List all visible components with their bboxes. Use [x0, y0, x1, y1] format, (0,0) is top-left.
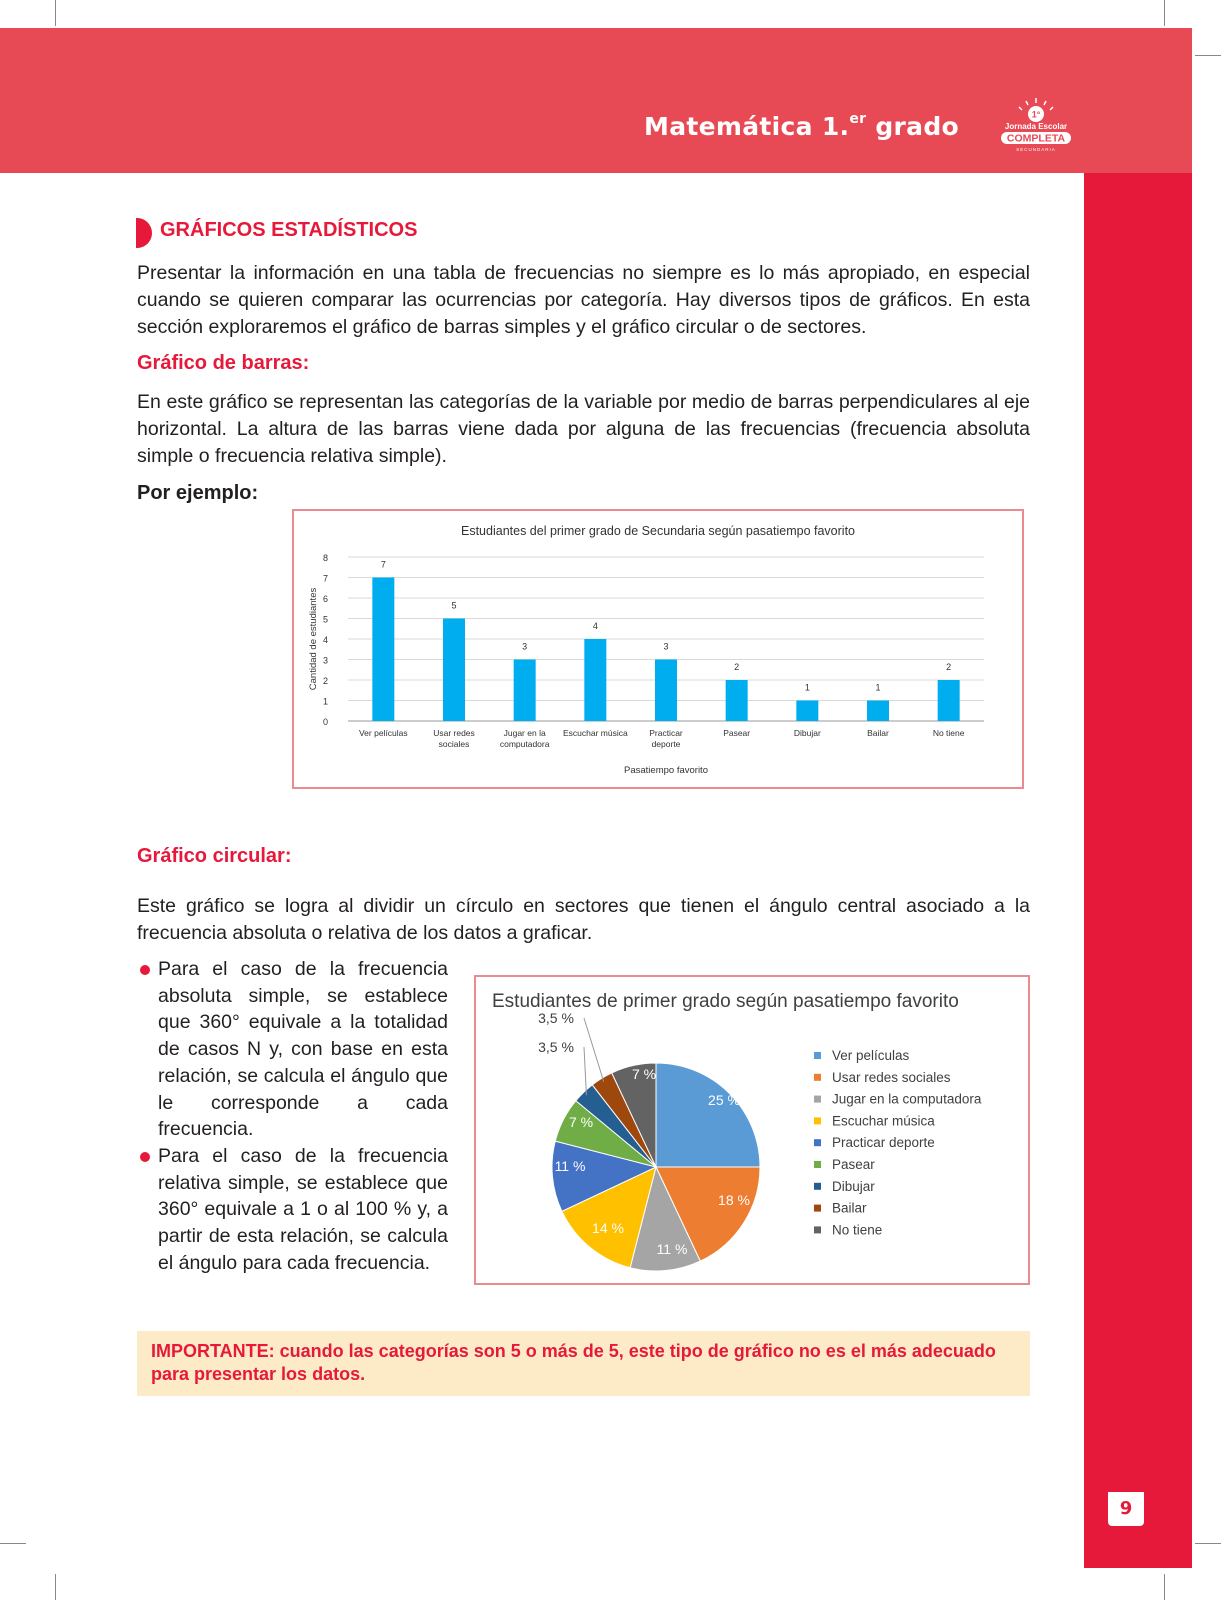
legend-label: Bailar: [832, 1200, 867, 1216]
bar: [796, 701, 818, 722]
crop-mark: [1195, 1543, 1221, 1544]
legend-label: Usar redes sociales: [832, 1069, 951, 1085]
x-tick-label: computadora: [499, 739, 550, 749]
svg-text:1°: 1°: [1031, 109, 1041, 120]
bar-chart-heading: Gráfico de barras:: [137, 352, 310, 374]
section-marker: [136, 218, 152, 248]
pie-slice-label: 11 %: [656, 1241, 688, 1257]
bullet-absolute-frequency: Para el caso de la frecuencia absoluta simple, se establece que 360° equivale a la totalidad de casos N y, con base en esta relación, se calcula el ángulo que le corresponde a cada frecuencia.: [137, 956, 448, 1143]
legend-swatch: [814, 1052, 821, 1059]
bar-value-label: 1: [804, 682, 810, 693]
legend-swatch: [814, 1226, 821, 1233]
bar: [514, 660, 536, 722]
pie-leader-line: [584, 1047, 586, 1095]
bar-value-label: 1: [875, 682, 881, 693]
example-label: Por ejemplo:: [137, 482, 259, 504]
header-title: Matemática 1.$^{er}$ grado: [644, 110, 959, 141]
bar: [443, 619, 465, 722]
x-tick-label: Ver películas: [358, 728, 408, 738]
pie-slice-label: 3,5 %: [538, 1039, 574, 1055]
pie-chart: [476, 977, 1028, 1283]
pie-leader-line: [584, 1018, 604, 1082]
x-tick-label: Jugar en la: [503, 728, 546, 738]
bar-value-label: 7: [380, 559, 386, 570]
bar-value-label: 2: [734, 662, 740, 672]
legend-swatch: [814, 1205, 821, 1212]
y-tick-label: 6: [322, 594, 328, 604]
bar-chart: [294, 511, 1022, 787]
intro-paragraph: Presentar la información en una tabla de frecuencias no siempre es lo más apropiado, en especial cuando se quieren comparar las ocurrencias por categoría. Hay diversos tipos de gráficos. En esta sección exploraremos el gráfico de barras simples y el gráfico circular o de sectores.: [137, 262, 1030, 338]
crop-mark: [55, 1574, 56, 1600]
side-band: [1084, 173, 1192, 1568]
legend-swatch: [814, 1183, 821, 1190]
x-tick-label: Bailar: [867, 728, 889, 738]
pie-slice-label: 3,5 %: [538, 1010, 574, 1026]
bar-value-label: 4: [592, 621, 598, 631]
important-note: IMPORTANTE: cuando las categorías son 5 o más de 5, este tipo de gráfico no es el más adecuado para presentar los datos.: [137, 1331, 1030, 1396]
pie-slice-label: 11 %: [554, 1158, 586, 1174]
crop-mark: [1164, 1574, 1165, 1600]
legend-swatch: [814, 1139, 821, 1146]
x-tick-label: Escuchar música: [562, 728, 628, 738]
bullet-list: [137, 956, 448, 1276]
crop-mark: [0, 1543, 26, 1544]
pie-slice-label: 7 %: [631, 1066, 657, 1082]
legend-label: Practicar deporte: [832, 1135, 935, 1151]
x-tick-label: Practicar: [649, 728, 683, 738]
legend-swatch: [814, 1074, 821, 1081]
y-tick-label: 5: [322, 614, 328, 625]
bar-value-label: 2: [946, 662, 952, 672]
x-tick-label: Dibujar: [793, 728, 821, 738]
legend-swatch: [814, 1096, 821, 1103]
bar: [372, 578, 394, 722]
svg-text:SECUNDARIA: SECUNDARIA: [1016, 147, 1056, 152]
legend-label: Escuchar música: [832, 1113, 935, 1129]
bar: [938, 680, 960, 721]
x-tick-label: No tiene: [932, 728, 965, 738]
y-tick-label: 7: [322, 573, 328, 584]
bar-chart-description: En este gráfico se representan las categorías de la variable por medio de barras perpendiculares al eje horizontal. La altura de las barras viene dada por alguna de las frecuencias (frecuencia absoluta simple o frecuencia relativa simple).: [137, 391, 1030, 467]
y-tick-label: 4: [322, 635, 328, 645]
y-axis-label: Cantidad de estudiantes: [308, 587, 319, 691]
x-axis-label: Pasatiempo favorito: [624, 765, 708, 776]
pie-chart-description: Este gráfico se logra al dividir un círculo en sectores que tienen el ángulo central asociado a la frecuencia absoluta o relativa de los datos a graficar.: [137, 895, 1030, 944]
y-tick-label: 2: [322, 676, 328, 686]
bar: [584, 639, 606, 721]
bar-chart-frame: [292, 509, 1024, 789]
x-tick-label: Pasear: [723, 728, 751, 738]
y-tick-label: 3: [322, 655, 328, 666]
bullet-relative-frequency: Para el caso de la frecuencia relativa simple, se establece que 360° equivale a 1 o al 100 % y, a partir de esta relación, se calcula el ángulo para cada frecuencia.: [137, 1143, 448, 1277]
pie-slice-label: 14 %: [592, 1220, 624, 1236]
legend-label: Ver películas: [832, 1048, 910, 1063]
crop-mark: [1164, 0, 1165, 26]
pie-chart-heading: Gráfico circular:: [137, 845, 292, 867]
x-tick-label: Usar redes: [433, 728, 475, 738]
crop-mark: [55, 0, 56, 26]
page-number: 9: [1108, 1492, 1144, 1526]
legend-swatch: [814, 1161, 821, 1168]
legend-swatch: [814, 1117, 821, 1124]
svg-text:COMPLETA: COMPLETA: [1006, 132, 1066, 145]
y-tick-label: 8: [322, 553, 328, 563]
legend-label: Pasear: [832, 1157, 875, 1172]
x-tick-label: sociales: [438, 739, 470, 749]
svg-text:Jornada Escolar: Jornada Escolar: [1004, 122, 1068, 131]
pie-slice-label: 7 %: [568, 1114, 594, 1130]
pie-chart-title: Estudiantes de primer grado según pasatiempo favorito: [492, 991, 959, 1012]
y-tick-label: 0: [322, 717, 328, 727]
bar: [867, 701, 889, 722]
bar-chart-title: Estudiantes del primer grado de Secundaria según pasatiempo favorito: [461, 524, 855, 538]
bar-value-label: 3: [663, 641, 669, 652]
jornada-escolar-logo: [996, 96, 1076, 156]
y-tick-label: 1: [322, 696, 328, 707]
x-tick-label: deporte: [651, 739, 681, 749]
bar: [655, 660, 677, 722]
legend-label: Dibujar: [832, 1178, 875, 1194]
pie-slice: [656, 1063, 760, 1167]
section-title: GRÁFICOS ESTADÍSTICOS: [160, 219, 418, 241]
pie-slice-label: 25 %: [708, 1092, 740, 1108]
legend-label: Jugar en la computadora: [832, 1091, 982, 1107]
pie-slice-label: 18 %: [718, 1192, 750, 1208]
legend-label: No tiene: [832, 1222, 883, 1238]
crop-mark: [1195, 55, 1221, 56]
bar-value-label: 3: [522, 641, 528, 652]
bar: [726, 680, 748, 721]
pie-chart-frame: [474, 975, 1030, 1285]
bar-value-label: 5: [451, 600, 457, 611]
